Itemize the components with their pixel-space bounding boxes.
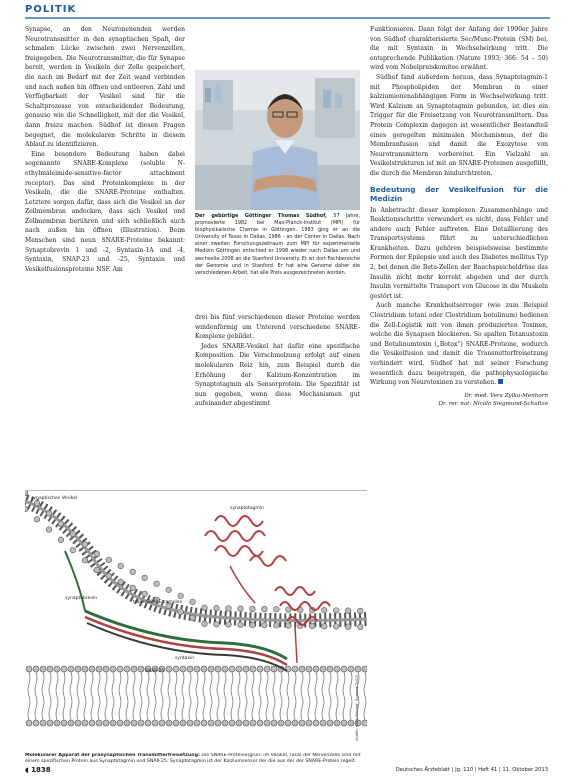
lipid-head [274,623,280,629]
page-number-text: 1838 [31,766,51,774]
photo-caption [195,213,360,309]
figure-credit: Grafik: nach Südhof, Science 2013 [354,675,359,741]
lipid-head [173,720,179,726]
lipid-head [278,720,284,726]
synaptotagmin-label: synaptotagmin [230,506,264,511]
lipid-head [47,720,53,726]
lipid-head [243,720,249,726]
lipid-head [178,609,184,615]
lipid-head [341,720,347,726]
lipid-head [131,666,137,672]
lipid-head [250,622,256,628]
journal-footer: Deutsches Ärzteblatt | Jg. 110 | Heft 41 | 11. Oktober 2013 [395,767,548,773]
lipid-head [362,666,367,672]
lipid-head [222,666,228,672]
lipid-head [75,666,81,672]
lipid-head [320,720,326,726]
lipid-head [130,585,136,591]
lipid-head [222,720,228,726]
lipid-head [236,666,242,672]
lipid-head [345,608,351,614]
portrait-photo [195,70,360,210]
lipid-head [33,666,39,672]
lipid-head [61,720,67,726]
lipid-head [320,666,326,672]
lipid-head [250,720,256,726]
lipid-head [226,606,232,612]
lipid-head [96,666,102,672]
lipid-head [142,591,148,597]
lipid-head [166,720,172,726]
lipid-head [54,720,60,726]
lipid-head [250,606,256,612]
lipid-head [58,521,64,527]
vesicle-membrane [25,501,367,620]
lipid-head [25,506,28,512]
lipid-head [362,720,367,726]
lipid-head [285,720,291,726]
lipid-head [229,666,235,672]
lipid-head [243,666,249,672]
lipid-head [118,563,124,569]
lipid-head [34,516,40,522]
trans-snare-label: trans-SNARE-complex [133,600,183,605]
lipid-head [190,615,196,621]
lipid-head [334,666,340,672]
lipid-head [334,720,340,726]
paragraph: Eine besondere Bedeutung haben dabei sogenannte SNARE-Komplexe (soluble N-ethylmaleimide-sensitive-factor attachment receptor). Das sind Proteinkomplexe in der Vesikeln, die die SNARE-Proteine enthalten. Letztere sorgen dafür, dass sich die Vesikel an der Zellmembran andocken, dass sich Vesikel und Zellmembran berühren und sich schließlich auch nach außen hin öffnen (Illustration). Beim Menschen sind neun SNARE-Proteine bekannt: Synaptobrevin 1 und -2, Syntaxin-1A und -4, Syntaxin, SNAP-23 und -25, Syntaxin und Vesikelfusionsproteine NSF. Am [25,150,185,273]
lipid-head [138,720,144,726]
section-tag: POLITIK [25,4,77,15]
lipid-head [166,666,172,672]
lipid-head [33,720,39,726]
lipid-head [34,500,40,506]
page-marker-icon: ◖ [25,766,29,774]
lipid-head [82,558,88,564]
lipid-head [130,569,136,575]
paragraph: Funktionieren. Dann folgt der Anfang der 1990er Jahre von Südhof charakterisierte Sec/Munc-Protein (SM) bei, die mit Syntaxin in Wechselwirkung tritt. Die entsprechende Publikation (Nature 1993; 366: 54 – 59) wird vom Nobelpreiskomitee erwähnt. [370,26,548,72]
lipid-head [202,605,208,611]
lipid-head [124,720,130,726]
lipid-head [299,720,305,726]
lipid-head [40,666,46,672]
lipid-head [333,624,339,630]
lipid-head [138,666,144,672]
lipid-head [292,720,298,726]
lipid-head [178,593,184,599]
vesicle-label: synaptisches Vesikel [31,496,78,501]
paragraph: In Anbetracht dieser komplexen Zusammenhänge und Reaktionsschritte verwundert es nicht, dass Fehler und andere auch Fehler auftreten. Eine Detaillierung des Transportsystems führt zu unterschiedlichen Krankheiten. Dazu gehören beispielsweise bestimmte Formen der Epilepsie und auch des Diabetes mellitus Typ 2, bei denen die Beta-Zellen der Bauchspeicheldrüse das Insulin nicht mehr korrekt abgeben und der durch Insulin vermittelte Transport von Glucose in die Muskeln gestört ist. [370,206,548,300]
lipid-head [46,511,52,517]
lipid-head [70,547,76,553]
lipid-head [103,720,109,726]
lipid-head [250,666,256,672]
paragraph: Jedes SNARE-Vesikel hat dafür eine spezifische Komposition. Die Verschmelzung erfolgt auf einen molekularen Reiz hin, zum Beispiel durch die Erhöhung der Kalzium-Konzentration im Synaptotagmin als Sensorprotein. Die Spezifität ist nun gegeben, wenn diese Mechanismen gut aufeinander abgestimmt [195,342,360,408]
lipid-head [306,720,312,726]
vesicle-fusion-diagram [25,491,367,753]
lipid-head [194,666,200,672]
lipid-head [58,537,64,543]
lipid-head [61,666,67,672]
lipid-head [106,557,112,563]
lipid-head [68,720,74,726]
lipid-head [201,720,207,726]
author-byline-2: Dr. rer. nat. Nicola Siegmund-Schultze [438,400,548,407]
lipid-head [40,720,46,726]
lipid-head [238,606,244,612]
lipid-head [214,621,220,627]
lipid-head [180,666,186,672]
section-subheading: Bedeutung der Vesikelfusion für die Medizin [370,184,548,203]
lipid-head [82,720,88,726]
lipid-head [299,666,305,672]
lab-photo-image [195,70,360,210]
synapse-illustration [25,490,367,753]
lipid-head [215,666,221,672]
lipid-head [202,621,208,627]
lipid-head [187,720,193,726]
syntaxin-label: syntaxin [175,656,195,661]
lipid-head [103,666,109,672]
lipid-head [194,720,200,726]
lipid-head [257,720,263,726]
paragraph: drei bis fünf verschiedenen dieser Proteine werden windenförmig um Unterend verschiedene SNARE-Komplexe gebildet. [195,314,360,341]
lipid-head [274,607,280,613]
lipid-head [46,527,52,533]
lipid-head [229,720,235,726]
lipid-head [70,531,76,537]
plasma-membrane [25,661,367,731]
lipid-head [264,720,270,726]
page-number [25,766,51,774]
lipid-head [89,720,95,726]
photo-caption-text: 57 Jahre, promovierte 1982 bei Max-Planck-Institut (MPI) für biophysikalische Chemie in Göttingen. 1983 ging er an die University of Texas in Dallas. 1986 - an der Center in Dallas. Nach einer zweiten Forschungszeitraum zum MPI für experimentelle Medizin Göttingen entschied er 1998 wieder nach Dallas um und wechselte 2008 an die Stanford University. Er ist dort Fachbereiche der Genomie und in Stanford. Er hat eine Genome daher die verschiedenen Arbeit, hat alle Preis ausgezeichneten worden. [195,213,360,276]
lipid-head [292,666,298,672]
lipid-head [47,666,53,672]
lipid-head [117,720,123,726]
author-byline-1: Dr. med. Vera Zylka-Menhorn [464,392,548,399]
figure-caption-bold: Molekularer Apparat der präsynaptischen Transmitterfreisetzung: [25,753,200,758]
lipid-head [187,666,193,672]
lipid-head [313,720,319,726]
lipid-head [271,666,277,672]
lipid-head [154,581,160,587]
lipid-head [306,666,312,672]
lipid-head [355,666,361,672]
lipid-head [94,551,100,557]
lipid-head [226,622,232,628]
lipid-head [124,666,130,672]
lipid-head [142,575,148,581]
lipid-head [357,608,363,614]
lipid-head [321,623,327,629]
lipid-head [262,622,268,628]
lipid-head [345,624,351,630]
paragraph [370,301,548,387]
lipid-head [236,720,242,726]
lipid-head [117,666,123,672]
lipid-head [214,605,220,611]
lipid-head [238,622,244,628]
figure-caption [25,753,367,771]
lipid-head [118,579,124,585]
lipid-head [208,666,214,672]
lipid-head [82,542,88,548]
text-column-1 [25,25,185,485]
lipid-head [110,720,116,726]
lipid-head [348,666,354,672]
paragraph: Synapse, an den Neuronenenden werden Neurotransmitter in den synaptischen Spalt, der schmalen Lücke zwischen zwei Nervenzellen, freigegeben. Die Neurotransmitter, die für Synapse bereit, werden in Vesikeln der Zelle gespeichert, die nach im Bedarf mit der Zeit wand verbinden und nach außen hin öffnen und entleeren. Zahl und Verfügbarkeit der Vesikel sind für die Schaltprozesse von entscheidender Bedeutung, genauso wie die Schnelligkeit, mit der die Vesikel, dann freizu machen. Südhof ist diesen Fragen begegnet, die molekularen Schritte in diesem Ablauf zu identifizieren. [25,26,185,149]
snap25-label: SNAP-25 [145,669,165,674]
lipid-head [82,666,88,672]
lipid-head [215,720,221,726]
lipid-head [75,720,81,726]
figure-caption-text: Die SNARE-Proteine(grün: im Vesikel, rosa) der Nervenzelle sind mit einem spezifischen Protein aus Synaptotagmin und SNAP-25. Synaptotagmin ist der Kalziumsensor der die aus der der SNARE-Protein regelt. [25,753,361,764]
lipid-head [131,720,137,726]
lipid-head [152,720,158,726]
lipid-head [145,720,151,726]
paragraph-text: Auch manche Krankheitserreger (wie zum Beispiel Clostridium tetani oder Clostridium botulinum) bedienen die Zell-Logistik mit von ihnen produzierten Toxinen, welche die Synapsen blockieren. So spalten Tetanustoxin und Botulinumtoxin („Botox“) SNARE-Proteine, wodurch die Vesikelfusion und damit die Transmitterfreisetzung verhindert wird. Südhof hat mit seiner Forschung wesentlich dazu beigetragen, die pathophysiologische Wirkung von Neurotoxinen zu verstehen. [370,302,548,387]
lipid-head [357,624,363,630]
lipid-head [321,607,327,613]
text-column-3 [370,25,548,745]
lipid-head [180,720,186,726]
lipid-head [208,720,214,726]
lipid-head [341,666,347,672]
lipid-head [327,720,333,726]
lipid-head [333,608,339,614]
end-mark-icon [498,379,503,384]
text-column-2 [195,313,360,488]
lipid-head [26,720,32,726]
lipid-head [257,666,263,672]
lipid-head [68,666,74,672]
lipid-head [26,666,32,672]
lipid-head [106,573,112,579]
synaptobrevin-label: synaptobrevin [65,596,98,601]
lipid-head [110,666,116,672]
lipid-head [327,666,333,672]
lipid-head [264,666,270,672]
lipid-head [201,666,207,672]
photo-caption-bold: Der gebürtige Göttinger Thomas Südhof, [195,213,327,219]
lipid-head [54,666,60,672]
lipid-head [159,720,165,726]
lipid-head [313,666,319,672]
lipid-head [173,666,179,672]
lipid-head [94,567,100,573]
lipid-head [96,720,102,726]
lipid-head [190,599,196,605]
lipid-head [262,606,268,612]
lipid-head [271,720,277,726]
paragraph: Südhof fand außerdem heraus, dass Synaptotagmin-1 mit Phospholipiden der Membran in einer kalziumionenabhängigen Form in Wechselwirkung tritt. Wird Kalzium an Synaptotagmin gebunden, ist dies ein Trigger für die Freisetzung von Neurotransmittern. Das Protein Complexin dagegen ist wesentlicher Bestandteil eines geregelten minimalen Mechanismus, der die Membranfusion und damit die Exozytose von Neurotransmittern vorbereitet. Ein Vielzahl an Vesikelstrukturen ist mit an SNARE-Proteinen ausgefüllt, die durch die Membran hindurchtreten. [370,73,548,177]
section-divider [25,17,550,19]
lipid-head [286,623,292,629]
lipid-head [166,587,172,593]
lipid-head [309,623,315,629]
synaptotagmin-protein [205,516,286,603]
lipid-head [89,666,95,672]
